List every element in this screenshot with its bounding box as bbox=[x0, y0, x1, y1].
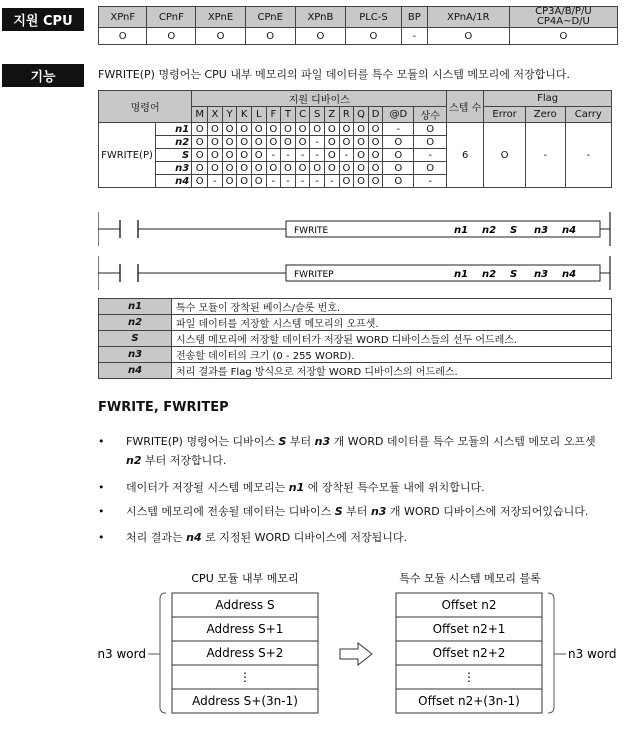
device-cell: O bbox=[295, 162, 310, 175]
ladder-operand: n2 bbox=[482, 269, 497, 280]
device-cell: - bbox=[295, 149, 310, 162]
cpu-v5: O bbox=[346, 28, 402, 45]
device-cell: - bbox=[266, 175, 281, 188]
right-cell-text: ⋮ bbox=[463, 670, 475, 684]
left-bracket bbox=[160, 593, 166, 713]
ladder-operand: n1 bbox=[454, 225, 469, 236]
device-cell: O bbox=[237, 149, 252, 162]
bullet-item bbox=[98, 432, 618, 470]
col-steps: 스텝 수 bbox=[447, 91, 484, 123]
bullet-item bbox=[98, 502, 618, 521]
device-cell: - bbox=[310, 175, 325, 188]
section-title: FWRITE, FWRITEP bbox=[98, 400, 229, 415]
cpu-v3: O bbox=[245, 28, 295, 45]
device-cell: - bbox=[281, 149, 296, 162]
col-instr: 명령어 bbox=[99, 91, 192, 123]
device-header: 상수 bbox=[414, 107, 447, 123]
ladder-operand: n1 bbox=[454, 269, 469, 280]
device-cell: - bbox=[339, 149, 354, 162]
device-cell: O bbox=[237, 123, 252, 136]
device-cell: O bbox=[222, 136, 237, 149]
device-cell: O bbox=[368, 149, 383, 162]
device-cell: - bbox=[414, 175, 447, 188]
bullet-dot: • bbox=[98, 531, 105, 544]
device-cell: O bbox=[324, 149, 339, 162]
cpu-h8: CP3A/B/P/U CP4A~D/U bbox=[509, 7, 617, 28]
right-cell-text: Offset n2+2 bbox=[432, 646, 506, 660]
flag-header: Error bbox=[484, 107, 526, 123]
device-cell: O bbox=[324, 123, 339, 136]
flag-value: - bbox=[565, 123, 611, 188]
device-header: Y bbox=[222, 107, 237, 123]
device-cell: O bbox=[354, 175, 369, 188]
cpu-v7: O bbox=[427, 28, 509, 45]
cpu-h3: CPnE bbox=[245, 7, 295, 28]
left-title: CPU 모듈 내부 메모리 bbox=[191, 572, 299, 585]
device-cell: O bbox=[383, 149, 414, 162]
device-cell: O bbox=[237, 162, 252, 175]
device-cell: O bbox=[339, 162, 354, 175]
device-cell: O bbox=[222, 175, 237, 188]
device-cell: O bbox=[251, 175, 266, 188]
device-cell: O bbox=[354, 123, 369, 136]
device-cell: - bbox=[414, 149, 447, 162]
operand-cell: n4 bbox=[156, 175, 192, 188]
operand-desc: 전송할 데이터의 크기 (0 - 255 WORD). bbox=[172, 347, 612, 363]
device-header: X bbox=[208, 107, 223, 123]
flag-header: Carry bbox=[565, 107, 611, 123]
cpu-v1: O bbox=[147, 28, 196, 45]
ladder-fwritep bbox=[98, 252, 612, 294]
bullet-item bbox=[98, 478, 618, 497]
device-cell: O bbox=[192, 175, 208, 188]
ladder-operand: n2 bbox=[482, 225, 497, 236]
device-header: T bbox=[281, 107, 296, 123]
device-cell: O bbox=[354, 136, 369, 149]
device-cell: O bbox=[339, 123, 354, 136]
left-cell-text: Address S+2 bbox=[206, 646, 284, 660]
device-header: S bbox=[310, 107, 325, 123]
flag-value: O bbox=[484, 123, 526, 188]
device-cell: - bbox=[383, 123, 414, 136]
col-devices: 지원 디바이스 bbox=[192, 91, 447, 107]
device-cell: O bbox=[414, 136, 447, 149]
instruction-box bbox=[286, 221, 600, 237]
func-desc: FWRITE(P) 명령어는 CPU 내부 메모리의 파일 데이터를 특수 모듈의 시스템 메모리에 저장합니다. bbox=[98, 68, 570, 81]
device-header: L bbox=[251, 107, 266, 123]
device-header: C bbox=[295, 107, 310, 123]
memory-diagram bbox=[0, 565, 625, 730]
device-cell: O bbox=[368, 175, 383, 188]
bullet-text: 시스템 메모리에 전송될 데이터는 디바이스 S 부터 n3 개 WORD 디바이스에 저장되어있습니다. bbox=[126, 505, 589, 518]
ladder-fwrite bbox=[98, 208, 612, 250]
flag-header: Zero bbox=[526, 107, 566, 123]
device-cell: - bbox=[310, 136, 325, 149]
operand-table bbox=[98, 298, 612, 379]
device-cell: O bbox=[281, 123, 296, 136]
left-cell-text: Address S+1 bbox=[206, 622, 284, 636]
left-label: n3 word bbox=[97, 647, 146, 661]
cpu-v2: O bbox=[196, 28, 246, 45]
cpu-h4: XPnB bbox=[295, 7, 346, 28]
device-cell: O bbox=[368, 162, 383, 175]
operand-key: n4 bbox=[99, 363, 172, 379]
device-cell: O bbox=[208, 162, 223, 175]
cpu-tag: 지원 CPU bbox=[2, 8, 84, 31]
left-cell-text: Address S bbox=[215, 598, 275, 612]
ladder-operand: S bbox=[510, 225, 518, 236]
operand-desc: 특수 모듈이 장착된 베이스/슬롯 번호. bbox=[172, 299, 612, 315]
device-cell: O bbox=[266, 136, 281, 149]
instr-label: FWRITEP bbox=[294, 270, 334, 280]
bullet-dot: • bbox=[98, 505, 105, 518]
operand-key: n3 bbox=[99, 347, 172, 363]
device-header: D bbox=[368, 107, 383, 123]
cpu-table bbox=[98, 6, 618, 45]
device-cell: O bbox=[251, 149, 266, 162]
col-flag: Flag bbox=[484, 91, 612, 107]
device-cell: O bbox=[251, 123, 266, 136]
device-cell: O bbox=[414, 162, 447, 175]
device-header: M bbox=[192, 107, 208, 123]
left-cell-text: Address S+(3n-1) bbox=[192, 694, 298, 708]
bullet-text: 데이터가 저장될 시스템 메모리는 n1 에 장착된 특수모듈 내에 위치합니다. bbox=[126, 481, 485, 494]
device-header: @D bbox=[383, 107, 414, 123]
device-cell: O bbox=[222, 123, 237, 136]
bullet-dot: • bbox=[98, 481, 105, 494]
operand-desc: 시스템 메모리에 저장할 데이터가 저장된 WORD 디바이스들의 선두 어드레스. bbox=[172, 331, 612, 347]
cpu-v6: - bbox=[401, 28, 427, 45]
device-cell: O bbox=[192, 123, 208, 136]
operand-key: n2 bbox=[99, 315, 172, 331]
device-header: F bbox=[266, 107, 281, 123]
bullet-text: 처리 결과는 n4 로 지정된 WORD 디바이스에 저장됩니다. bbox=[126, 531, 408, 544]
right-bracket bbox=[548, 593, 554, 713]
device-cell: O bbox=[383, 162, 414, 175]
device-cell: O bbox=[368, 136, 383, 149]
ladder-operand: n3 bbox=[534, 225, 549, 236]
device-cell: O bbox=[295, 123, 310, 136]
operand-key: n1 bbox=[99, 299, 172, 315]
device-cell: O bbox=[383, 136, 414, 149]
device-cell: O bbox=[295, 136, 310, 149]
cpu-h6: BP bbox=[401, 7, 427, 28]
device-cell: - bbox=[208, 175, 223, 188]
device-cell: O bbox=[281, 162, 296, 175]
device-cell: O bbox=[237, 175, 252, 188]
device-cell: O bbox=[368, 123, 383, 136]
device-cell: O bbox=[354, 162, 369, 175]
cpu-h1: CPnF bbox=[147, 7, 196, 28]
flag-value: - bbox=[526, 123, 566, 188]
cpu-v4: O bbox=[295, 28, 346, 45]
device-cell: O bbox=[222, 149, 237, 162]
operand-desc: 파일 데이터를 저장할 시스템 메모리의 오프셋. bbox=[172, 315, 612, 331]
device-header: K bbox=[237, 107, 252, 123]
device-header: R bbox=[339, 107, 354, 123]
device-cell: - bbox=[324, 175, 339, 188]
device-cell: O bbox=[354, 149, 369, 162]
func-tag: 기능 bbox=[2, 64, 84, 87]
device-cell: O bbox=[324, 136, 339, 149]
right-title: 특수 모듈 시스템 메모리 블록 bbox=[399, 572, 541, 585]
arrow-icon bbox=[340, 643, 372, 665]
right-cell-text: Offset n2+(3n-1) bbox=[418, 694, 520, 708]
right-label: n3 word bbox=[568, 647, 617, 661]
cpu-h7: XPnA/1R bbox=[427, 7, 509, 28]
device-cell: O bbox=[266, 162, 281, 175]
device-cell: O bbox=[192, 149, 208, 162]
ladder-operand: n3 bbox=[534, 269, 549, 280]
steps-value: 6 bbox=[447, 123, 484, 188]
ladder-operand: n4 bbox=[562, 269, 577, 280]
operand-key: S bbox=[99, 331, 172, 347]
device-cell: O bbox=[266, 123, 281, 136]
operand-cell: n3 bbox=[156, 162, 192, 175]
device-cell: - bbox=[310, 149, 325, 162]
device-cell: O bbox=[310, 162, 325, 175]
instr-name: FWRITE(P) bbox=[99, 123, 156, 188]
cpu-v8: O bbox=[509, 28, 617, 45]
device-cell: - bbox=[266, 149, 281, 162]
bullet-text: FWRITE(P) 명령어는 디바이스 S 부터 n3 개 WORD 데이터를 특수 모듈의 시스템 메모리 오프셋 n2 부터 저장합니다. bbox=[126, 435, 596, 467]
device-cell: O bbox=[251, 162, 266, 175]
left-cell-text: ⋮ bbox=[239, 670, 251, 684]
bullet-item bbox=[98, 528, 618, 547]
device-cell: O bbox=[324, 162, 339, 175]
cpu-h0: XPnF bbox=[99, 7, 147, 28]
instr-label: FWRITE bbox=[294, 226, 329, 236]
device-header: Q bbox=[354, 107, 369, 123]
device-cell: O bbox=[414, 123, 447, 136]
device-cell: O bbox=[281, 136, 296, 149]
device-cell: O bbox=[339, 136, 354, 149]
ladder-operand: S bbox=[510, 269, 518, 280]
right-cell-text: Offset n2+1 bbox=[432, 622, 506, 636]
cpu-h2: XPnE bbox=[196, 7, 246, 28]
device-cell: O bbox=[192, 136, 208, 149]
bullet-dot: • bbox=[98, 435, 105, 448]
device-cell: O bbox=[192, 162, 208, 175]
device-cell: O bbox=[251, 136, 266, 149]
device-cell: O bbox=[339, 175, 354, 188]
device-cell: O bbox=[208, 149, 223, 162]
device-cell: - bbox=[295, 175, 310, 188]
cpu-v0: O bbox=[99, 28, 147, 45]
instruction-table bbox=[98, 90, 612, 188]
operand-cell: n2 bbox=[156, 136, 192, 149]
device-cell: O bbox=[310, 123, 325, 136]
device-cell: - bbox=[281, 175, 296, 188]
device-cell: O bbox=[208, 136, 223, 149]
operand-cell: S bbox=[156, 149, 192, 162]
right-cell-text: Offset n2 bbox=[441, 598, 497, 612]
operand-desc: 처리 결과를 Flag 방식으로 저장할 WORD 디바이스의 어드레스. bbox=[172, 363, 612, 379]
ladder-operand: n4 bbox=[562, 225, 577, 236]
device-cell: O bbox=[237, 136, 252, 149]
operand-cell: n1 bbox=[156, 123, 192, 136]
device-cell: O bbox=[383, 175, 414, 188]
cpu-h5: PLC-S bbox=[346, 7, 402, 28]
device-header: Z bbox=[324, 107, 339, 123]
device-cell: O bbox=[208, 123, 223, 136]
device-cell: O bbox=[222, 162, 237, 175]
